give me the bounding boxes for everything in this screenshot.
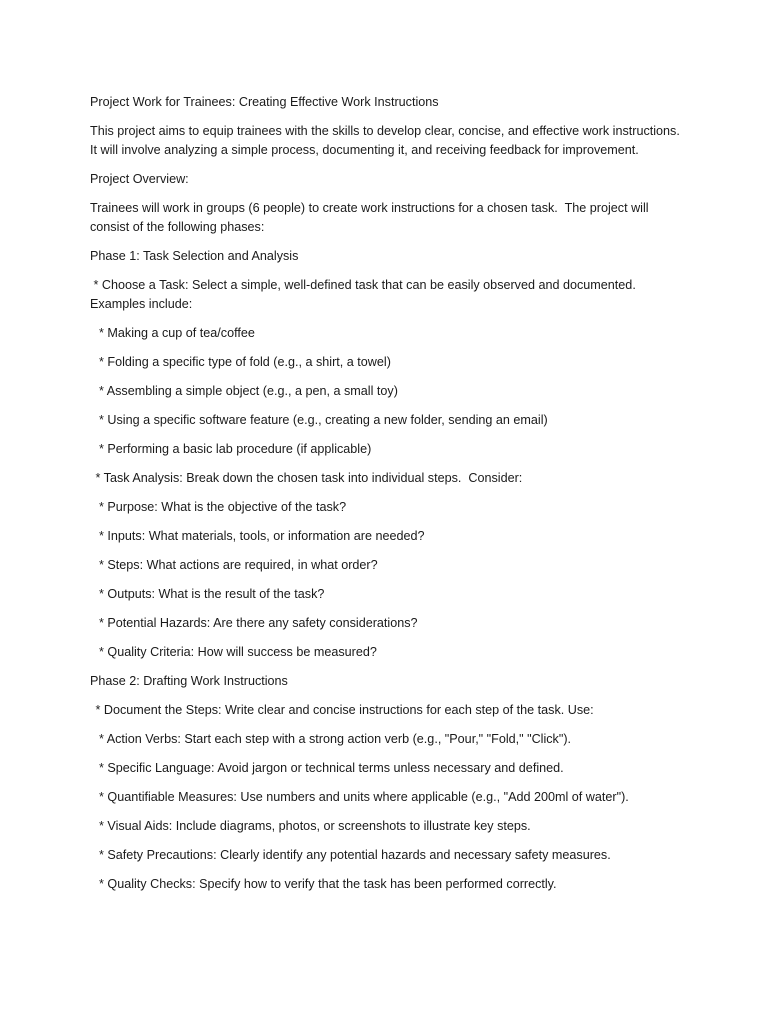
example-item: * Making a cup of tea/coffee	[99, 326, 255, 340]
document-title: Project Work for Trainees: Creating Effective Work Instructions	[90, 95, 439, 109]
example-item: * Using a specific software feature (e.g., creating a new folder, sending an email)	[99, 413, 548, 427]
guideline-item: * Quality Checks: Specify how to verify that the task has been performed correctly.	[99, 877, 557, 891]
overview-heading: Project Overview:	[90, 172, 189, 186]
phase2-heading: Phase 2: Drafting Work Instructions	[90, 674, 288, 688]
guideline-item: * Visual Aids: Include diagrams, photos, or screenshots to illustrate key steps.	[99, 819, 531, 833]
choose-task-item: * Choose a Task: Select a simple, well-defined task that can be easily observed and documented. Examples include:	[90, 278, 640, 311]
consideration-item: * Outputs: What is the result of the task?	[99, 587, 325, 601]
consideration-item: * Quality Criteria: How will success be measured?	[99, 645, 377, 659]
task-analysis-item: * Task Analysis: Break down the chosen task into individual steps. Consider:	[92, 471, 523, 485]
phase1-heading: Phase 1: Task Selection and Analysis	[90, 249, 299, 263]
guideline-item: * Specific Language: Avoid jargon or technical terms unless necessary and defined.	[99, 761, 564, 775]
consideration-item: * Potential Hazards: Are there any safety considerations?	[99, 616, 418, 630]
overview-paragraph: Trainees will work in groups (6 people) to create work instructions for a chosen task. The project will consist of the following phases:	[90, 201, 653, 234]
document-steps-item: * Document the Steps: Write clear and concise instructions for each step of the task. Use:	[92, 703, 594, 717]
example-item: * Performing a basic lab procedure (if applicable)	[99, 442, 372, 456]
consideration-item: * Steps: What actions are required, in what order?	[99, 558, 378, 572]
example-item: * Folding a specific type of fold (e.g., a shirt, a towel)	[99, 355, 391, 369]
guideline-item: * Action Verbs: Start each step with a strong action verb (e.g., "Pour," "Fold," "Click").	[99, 732, 572, 746]
example-item: * Assembling a simple object (e.g., a pen, a small toy)	[99, 384, 398, 398]
document-page	[90, 93, 687, 904]
consideration-item: * Purpose: What is the objective of the task?	[99, 500, 347, 514]
guideline-item: * Safety Precautions: Clearly identify any potential hazards and necessary safety measures.	[99, 848, 611, 862]
consideration-item: * Inputs: What materials, tools, or information are needed?	[99, 529, 425, 543]
intro-paragraph: This project aims to equip trainees with the skills to develop clear, concise, and effective work instructions. It will involve analyzing a simple process, documenting it, and receiving feedback for improvement.	[90, 124, 687, 157]
guideline-item: * Quantifiable Measures: Use numbers and units where applicable (e.g., "Add 200ml of water").	[99, 790, 629, 804]
